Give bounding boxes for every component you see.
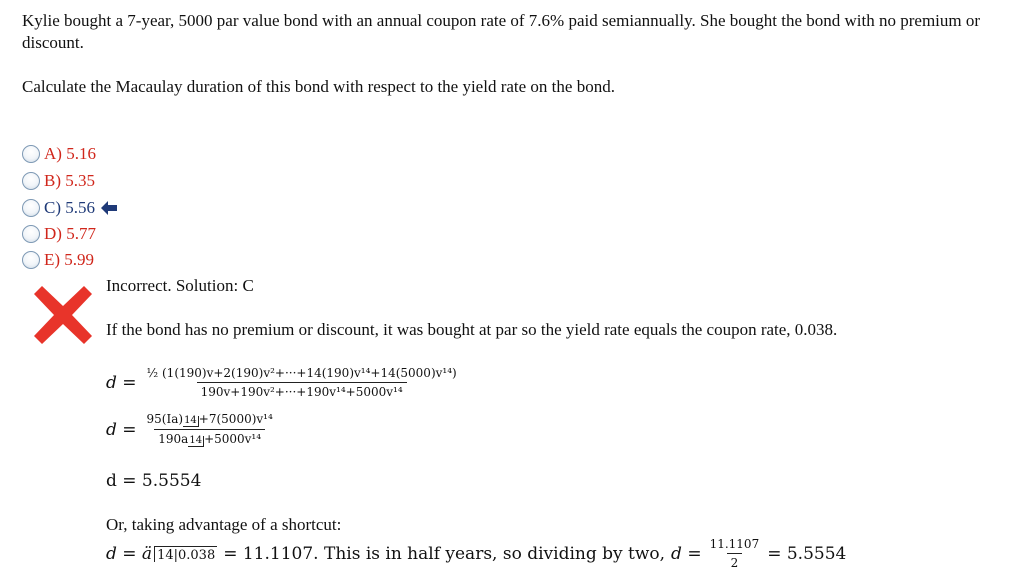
- solution-explanation: If the bond has no premium or discount, it was bought at par so the yield rate equals the coupon rate, 0.038.: [106, 320, 838, 339]
- denominator: 190v+190v²+···+190v¹⁴+5000v¹⁴: [197, 382, 407, 399]
- denominator-part: 190a: [158, 432, 189, 446]
- feedback-status: Incorrect. Solution: C: [106, 276, 254, 295]
- annuity-subscript: 14|0.038: [154, 546, 217, 562]
- option-label: E) 5.99: [44, 250, 95, 269]
- annuity-subscript: 14: [184, 415, 197, 426]
- equation-3: d = 5.5554: [106, 471, 202, 491]
- numerator: [145, 412, 275, 429]
- denominator: [154, 429, 265, 447]
- numerator: 11.1107: [709, 537, 760, 551]
- option-label: A) 5.16: [44, 144, 96, 163]
- option-a[interactable]: [22, 142, 96, 166]
- equation-label: d =: [106, 372, 137, 393]
- radio-button[interactable]: [22, 145, 40, 163]
- shortcut-text: = 11.1107. This is in half years, so dividing by two,: [223, 543, 666, 564]
- denominator: 2: [727, 553, 743, 570]
- radio-button[interactable]: [22, 199, 40, 217]
- question-prompt: Calculate the Macaulay duration of this bond with respect to the yield rate on the bond.: [22, 77, 615, 96]
- option-label: B) 5.35: [44, 171, 95, 190]
- annuity-subscript: 14: [189, 435, 203, 446]
- arrow-left-icon: [101, 201, 117, 215]
- option-c[interactable]: [22, 196, 117, 220]
- fraction: [708, 537, 762, 570]
- fraction: [145, 366, 459, 399]
- numerator-text: (1(190)v+2(190)v²+···+14(190)v¹⁴+14(5000)v¹⁴): [162, 366, 457, 380]
- denominator-part: +5000v¹⁴: [204, 432, 262, 446]
- shortcut-result: = 5.5554: [767, 543, 847, 564]
- radio-button[interactable]: [22, 251, 40, 269]
- question-text: Kylie bought a 7-year, 5000 par value bond with an annual coupon rate of 7.6% paid semiannually. She bought the bond with no premium or discount.: [22, 11, 981, 52]
- equation-1: [106, 366, 459, 399]
- option-label: C) 5.56: [44, 198, 95, 217]
- equation-label: d =: [671, 543, 702, 564]
- half-factor: ½: [146, 366, 159, 380]
- numerator: [145, 366, 459, 382]
- option-label: D) 5.77: [44, 224, 96, 243]
- numerator-part: 95(Ia): [146, 412, 184, 426]
- numerator-part: +7(5000)v¹⁴: [198, 412, 273, 426]
- radio-button[interactable]: [22, 172, 40, 190]
- radio-button[interactable]: [22, 225, 40, 243]
- option-e[interactable]: [22, 248, 94, 272]
- equation-label: d = ä: [106, 543, 153, 564]
- x-mark-icon: [34, 286, 92, 344]
- fraction: [145, 412, 275, 447]
- option-b[interactable]: [22, 169, 95, 193]
- option-d[interactable]: [22, 222, 96, 246]
- shortcut-equation: [106, 537, 846, 570]
- shortcut-intro: Or, taking advantage of a shortcut:: [106, 515, 342, 534]
- equation-2: [106, 412, 275, 447]
- equation-label: d =: [106, 419, 137, 440]
